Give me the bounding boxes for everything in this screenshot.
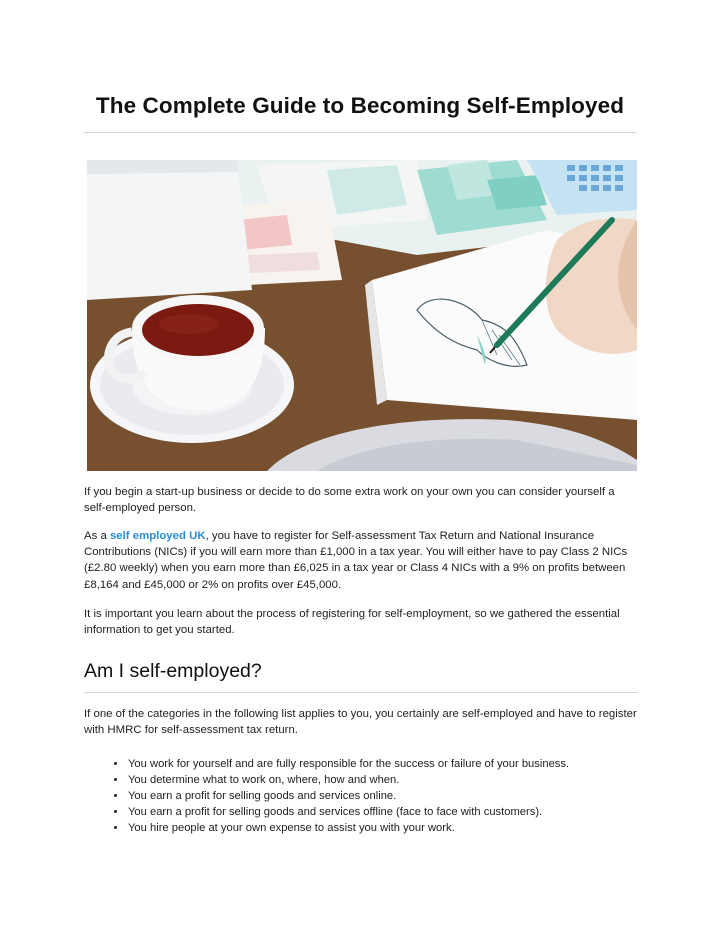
section-divider <box>84 692 638 693</box>
intro-paragraph-1: If you begin a start-up business or decide to do some extra work on your own you can consider yourself a self-employed person. <box>84 486 615 515</box>
title-divider <box>84 132 636 133</box>
list-item: • You determine what to work on, where, how and when. <box>127 772 657 788</box>
list-item: • You earn a profit for selling goods and services online. <box>127 788 657 804</box>
list-item: • You hire people at your own expense to assist you with your work. <box>127 820 657 836</box>
intro-paragraph-3: It is important you learn about the process of registering for self-employment, so we gathered the essential information to get you started. <box>84 608 620 637</box>
intro-paragraph-2-lead: As a <box>84 530 110 542</box>
intro-paragraph-2 <box>84 528 638 593</box>
self-employed-criteria-list <box>105 756 657 836</box>
self-employed-uk-link[interactable]: self employed UK <box>109 530 206 542</box>
list-item: • You earn a profit for selling goods and services offline (face to face with customers). <box>127 804 657 820</box>
list-item: • You work for yourself and are fully responsible for the success or failure of your business. <box>127 756 657 772</box>
section-lead-paragraph: If one of the categories in the following list applies to you, you certainly are self-employed and have to register with HMRC for self-assessment tax return. <box>84 708 637 737</box>
hero-image <box>87 160 637 471</box>
section-heading: Am I self-employed? <box>84 660 262 682</box>
intro-paragraph-2-body: , you have to register for Self-assessment Tax Return and National Insurance Contributions (NICs) if you will earn more than £1,000 in a tax year. You will either have to pay Class 2 NICs (£2.80 weekly) when you earn more than £6,025 in a tax year or Class 4 NICs with a 9% on profits between £8,164 and £45,000 or 2% on profits over £45,000. <box>84 530 628 591</box>
page-title: The Complete Guide to Becoming Self-Employed <box>95 93 625 118</box>
